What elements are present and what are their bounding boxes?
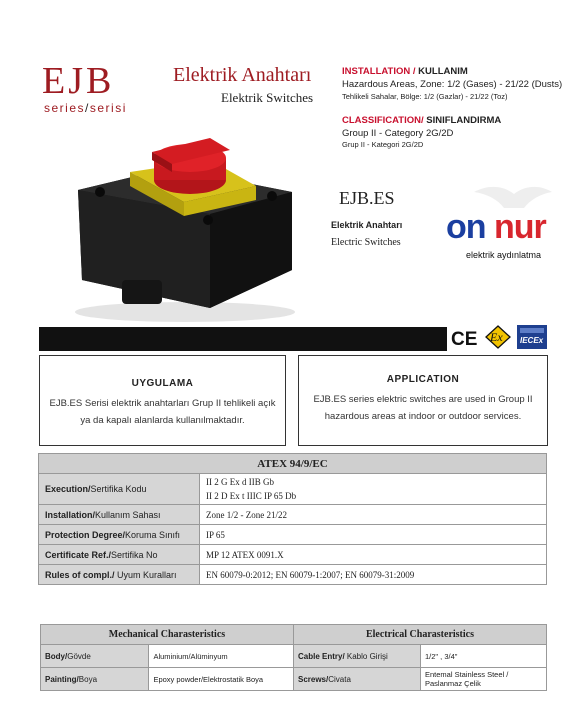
mech-value: Aluminium/Alüminyum xyxy=(149,645,294,668)
atex-value: Zone 1/2 - Zone 21/22 xyxy=(200,505,547,525)
iecex-mark-icon xyxy=(517,325,547,349)
atex-label: Protection Degree/Koruma Sınıfı xyxy=(39,525,200,545)
table-row xyxy=(41,668,547,691)
elec-label: Screws/Civata xyxy=(293,668,420,691)
classification-heading: CLASSIFICATION/ SINIFLANDIRMA xyxy=(342,115,502,126)
table-row xyxy=(39,474,547,505)
model-name-en: Electric Switches xyxy=(331,237,401,248)
atex-header: ATEX 94/9/EC xyxy=(39,454,547,474)
atex-label: Installation/Kullanım Sahası xyxy=(39,505,200,525)
installation-en: Hazardous Areas, Zone: 1/2 (Gases) - 21/22 (Dusts) xyxy=(342,79,563,90)
atex-value: IP 65 xyxy=(200,525,547,545)
elec-label: Cable Entry/ Kablo Girişi xyxy=(293,645,420,668)
ce-mark-icon xyxy=(451,328,479,348)
model-code: EJB.ES xyxy=(339,188,395,208)
installation-heading: INSTALLATION / KULLANIM xyxy=(342,66,468,77)
svg-text:on: on xyxy=(446,208,486,246)
section-band xyxy=(39,327,447,351)
atex-label: Execution/Sertifika Kodu xyxy=(39,474,200,505)
application-box xyxy=(298,355,548,446)
brand-title: EJB xyxy=(42,60,115,102)
svg-text:nur: nur xyxy=(494,208,546,246)
product-switch-image xyxy=(60,130,310,325)
application-text: EJB.ES series elektric switches are used in Group II hazardous areas at indoor or outdoor services. xyxy=(313,394,533,422)
table-row xyxy=(39,565,547,585)
series-en: series xyxy=(44,101,86,115)
uygulama-box xyxy=(39,355,286,446)
table-row xyxy=(41,645,547,668)
atex-value: EN 60079-0:2012; EN 60079-1:2007; EN 60079-31:2009 xyxy=(200,565,547,585)
page-title-tr: Elektrik Anahtarı xyxy=(173,64,312,86)
uygulama-title: UYGULAMA xyxy=(131,378,194,389)
atex-value: II 2 G Ex d IIB Gb II 2 D Ex t IIIC IP 65 Db xyxy=(200,474,547,505)
uygulama-text: EJB.ES Serisi elektrik anahtarları Grup II tehlikeli açık ya da kapalı alanlarda kullanılmaktadır. xyxy=(49,398,276,426)
svg-text:IECEx: IECEx xyxy=(520,336,544,345)
elec-value: Entemal Stainless Steel / Paslanmaz Çelik xyxy=(420,668,546,691)
table-row xyxy=(39,545,547,565)
series-tr: serisi xyxy=(89,101,127,115)
svg-text:CE: CE xyxy=(451,329,478,348)
electrical-header: Electrical Charasteristics xyxy=(293,625,546,645)
characteristics-table xyxy=(40,624,547,691)
atex-value: MP 12 ATEX 0091.X xyxy=(200,545,547,565)
installation-tr: Tehlikeli Sahalar, Bölge: 1/2 (Gazlar) - 21/22 (Toz) xyxy=(342,92,508,101)
atex-label: Rules of compl./ Uyum Kuralları xyxy=(39,565,200,585)
table-row xyxy=(39,505,547,525)
model-name-tr: Elektrik Anahtarı xyxy=(331,220,403,230)
atex-table xyxy=(38,453,547,585)
table-row xyxy=(39,525,547,545)
ex-mark-icon xyxy=(485,325,511,349)
classification-en: Group II - Category 2G/2D xyxy=(342,128,454,139)
mech-label: Painting/Boya xyxy=(41,668,149,691)
elec-value: 1/2" , 3/4" xyxy=(420,645,546,668)
onnur-logo xyxy=(444,182,577,272)
application-title: APPLICATION xyxy=(386,374,460,385)
svg-text:Ex: Ex xyxy=(490,330,503,344)
mech-label: Body/Gövde xyxy=(41,645,149,668)
page-title-en: Elektrik Switches xyxy=(221,90,314,105)
atex-label: Certificate Ref./Sertifika No xyxy=(39,545,200,565)
mechanical-header: Mechanical Charasteristics xyxy=(41,625,294,645)
classification-tr: Grup II - Kategori 2G/2D xyxy=(342,140,424,149)
logo-tagline: elektrik aydınlatma xyxy=(466,250,542,260)
brand-series: series/serisi xyxy=(44,101,127,115)
mech-value: Epoxy powder/Elektrostatik Boya xyxy=(149,668,294,691)
